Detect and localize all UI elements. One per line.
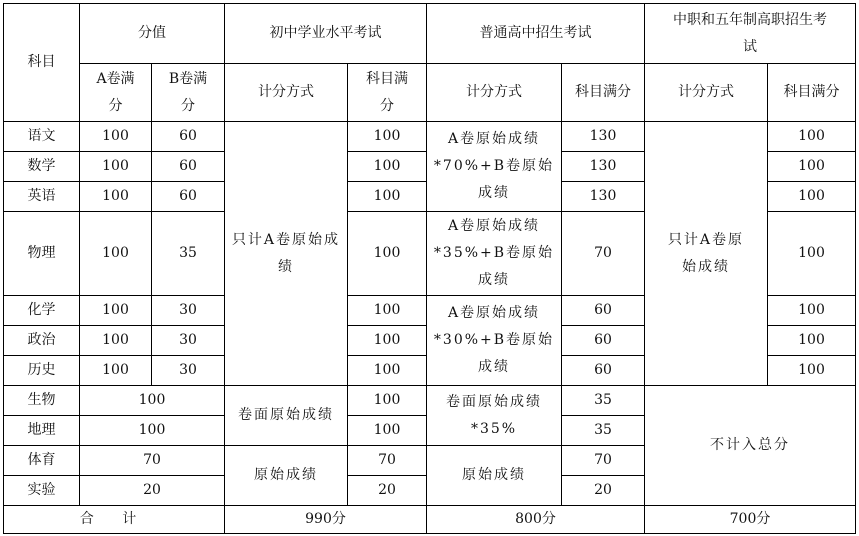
vocational-full-score: 100 [768, 326, 856, 356]
junior-full-score: 100 [348, 152, 427, 182]
junior-full-score: 100 [348, 122, 427, 152]
score-a: 100 [80, 122, 152, 152]
vocational-full-score: 100 [768, 152, 856, 182]
senior-method-header: 计分方式 [427, 64, 562, 122]
junior-total: 990分 [225, 506, 427, 534]
senior-full-score: 130 [562, 182, 645, 212]
senior-full-score: 60 [562, 296, 645, 326]
vocational-excluded: 不计入总分 [645, 386, 856, 506]
score-b: 60 [152, 182, 225, 212]
senior-method-70: A卷原始成绩 *70%+B卷原始 成绩 [427, 122, 562, 212]
junior-full-score: 100 [348, 356, 427, 386]
subject-name: 语文 [4, 122, 80, 152]
vocational-method-a-only: 只计A卷原 始成绩 [645, 122, 768, 386]
subject-name: 实验 [4, 476, 80, 506]
senior-method-30: A卷原始成绩 *30%+B卷原始 成绩 [427, 296, 562, 386]
subject-name: 政治 [4, 326, 80, 356]
score-a: 100 [80, 212, 152, 296]
senior-full-score: 60 [562, 326, 645, 356]
junior-full-score-header: 科目满 分 [348, 64, 427, 122]
score-merged: 20 [80, 476, 225, 506]
junior-full-score: 100 [348, 416, 427, 446]
vocational-full-score: 100 [768, 122, 856, 152]
junior-full-score: 70 [348, 446, 427, 476]
score-b: 60 [152, 122, 225, 152]
score-merged: 100 [80, 386, 225, 416]
vocational-full-score: 100 [768, 296, 856, 326]
vocational-method-header: 计分方式 [645, 64, 768, 122]
vocational-full-score: 100 [768, 182, 856, 212]
subject-name: 地理 [4, 416, 80, 446]
junior-full-score: 100 [348, 326, 427, 356]
subject-header: 科目 [4, 4, 80, 122]
vocational-full-score-header: 科目满分 [768, 64, 856, 122]
senior-full-score: 70 [562, 212, 645, 296]
junior-full-score: 100 [348, 212, 427, 296]
senior-full-score: 35 [562, 386, 645, 416]
score-a: 100 [80, 296, 152, 326]
junior-method-a-only: 只计A卷原始成 绩 [225, 122, 348, 386]
total-label: 合 计 [4, 506, 225, 534]
subject-name: 历史 [4, 356, 80, 386]
score-a: 100 [80, 356, 152, 386]
subject-name: 化学 [4, 296, 80, 326]
score-a-header: A卷满 分 [80, 64, 152, 122]
score-a: 100 [80, 182, 152, 212]
score-merged: 100 [80, 416, 225, 446]
junior-full-score: 100 [348, 182, 427, 212]
subject-name: 物理 [4, 212, 80, 296]
junior-exam-header: 初中学业水平考试 [225, 4, 427, 64]
score-a: 100 [80, 152, 152, 182]
senior-full-score-header: 科目满分 [562, 64, 645, 122]
vocational-total: 700分 [645, 506, 856, 534]
junior-full-score: 100 [348, 296, 427, 326]
senior-full-score: 35 [562, 416, 645, 446]
senior-full-score: 20 [562, 476, 645, 506]
score-a: 100 [80, 326, 152, 356]
senior-total: 800分 [427, 506, 645, 534]
score-b: 35 [152, 212, 225, 296]
score-b: 30 [152, 296, 225, 326]
vocational-full-score: 100 [768, 212, 856, 296]
subject-name: 英语 [4, 182, 80, 212]
junior-full-score: 20 [348, 476, 427, 506]
senior-exam-header: 普通高中招生考试 [427, 4, 645, 64]
subject-name: 生物 [4, 386, 80, 416]
senior-method-35: A卷原始成绩 *35%+B卷原始 成绩 [427, 212, 562, 296]
score-table [3, 3, 856, 534]
score-b: 30 [152, 356, 225, 386]
senior-full-score: 60 [562, 356, 645, 386]
senior-full-score: 130 [562, 122, 645, 152]
vocational-full-score: 100 [768, 356, 856, 386]
junior-method-raw-paper: 卷面原始成绩 [225, 386, 348, 446]
score-b: 60 [152, 152, 225, 182]
score-merged: 70 [80, 446, 225, 476]
senior-method-raw: 原始成绩 [427, 446, 562, 506]
senior-method-paper: 卷面原始成绩 *35% [427, 386, 562, 446]
junior-method-header: 计分方式 [225, 64, 348, 122]
score-b-header: B卷满 分 [152, 64, 225, 122]
score-b: 30 [152, 326, 225, 356]
senior-full-score: 130 [562, 152, 645, 182]
vocational-exam-header: 中职和五年制高职招生考 试 [645, 4, 856, 64]
junior-method-raw: 原始成绩 [225, 446, 348, 506]
junior-full-score: 100 [348, 386, 427, 416]
senior-full-score: 70 [562, 446, 645, 476]
subject-name: 数学 [4, 152, 80, 182]
score-header: 分值 [80, 4, 225, 64]
subject-name: 体育 [4, 446, 80, 476]
